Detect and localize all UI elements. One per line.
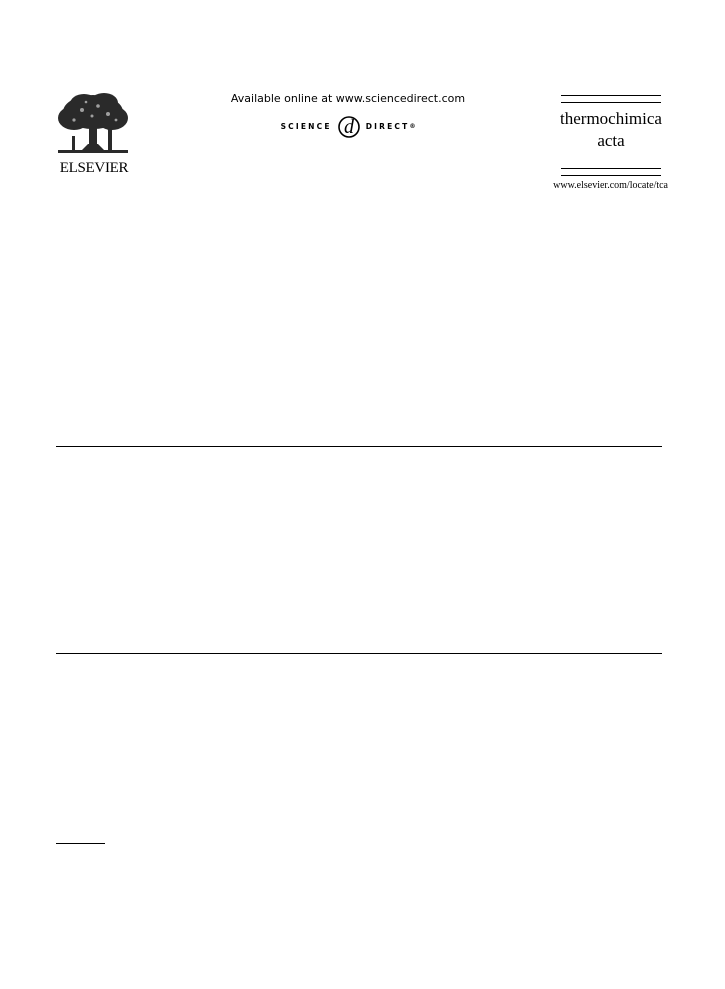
journal-title-line-1: thermochimica: [560, 109, 662, 128]
journal-url: www.elsevier.com/locate/tca: [553, 180, 668, 191]
sciencedirect-left-word: SCIENCE: [280, 121, 332, 131]
sciencedirect-right-word: DIRECT: [365, 121, 410, 131]
journal-title: [548, 108, 674, 152]
publisher-name: ELSEVIER: [59, 160, 129, 176]
abstract-bottom-rule: [56, 653, 662, 654]
sciencedirect-d-logo-icon: [334, 111, 364, 141]
journal-title-rule-top: [561, 95, 661, 103]
registered-mark: ®: [409, 122, 416, 130]
journal-title-line-2: acta: [597, 131, 625, 150]
svg-text:d: d: [343, 116, 354, 138]
footnote-rule: [56, 843, 105, 844]
availability-text: Available online at www.sciencedirect.com: [230, 92, 466, 105]
sciencedirect-logo: [200, 110, 496, 142]
journal-title-rule-bottom: [561, 168, 661, 176]
abstract-top-rule: [56, 446, 662, 447]
